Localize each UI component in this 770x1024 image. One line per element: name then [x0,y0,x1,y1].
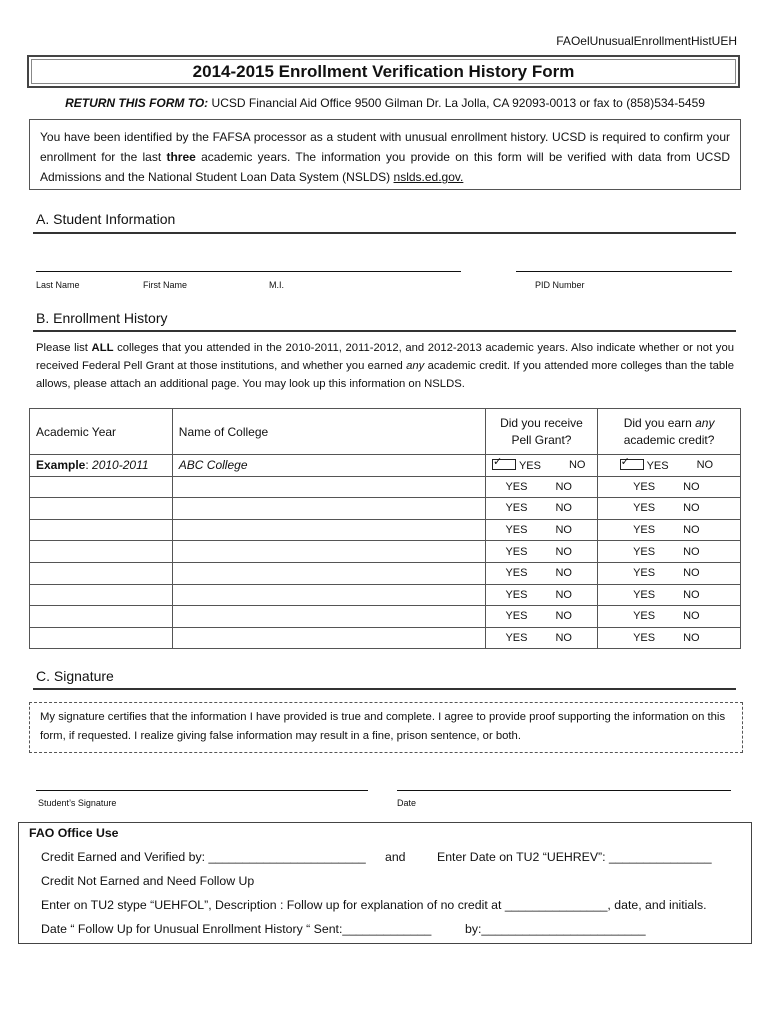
year-cell[interactable] [30,627,173,649]
header-pell-2: Pell Grant? [511,432,572,447]
pell-yes[interactable]: YES [505,524,528,537]
example-college-value: ABC College [178,458,248,473]
pell-no[interactable]: NO [555,524,572,537]
instr-bold: ALL [91,342,114,354]
intro-bold: three [166,150,196,164]
pell-cell [485,606,597,628]
pell-yes[interactable]: YES [505,545,528,558]
example-row [30,455,741,477]
credit-cell [598,476,741,498]
table-row [30,519,741,541]
table-header-row [30,409,741,455]
credit-yes[interactable]: YES [633,588,656,601]
section-a-rule [33,232,736,234]
header-credit-2: academic credit? [623,432,715,447]
credit-yes[interactable]: YES [633,502,656,515]
fao-followup-by: by:________________________ [465,922,646,936]
yes-label: YES [518,459,541,472]
table-row [30,541,741,563]
section-a-heading: A. Student Information [36,211,176,227]
checked-box-icon [620,459,644,470]
form-code: FAOelUnusualEnrollmentHistUEH [556,34,737,48]
section-c-heading: C. Signature [36,668,114,684]
fao-and: and [385,850,406,864]
credit-no[interactable]: NO [683,480,700,493]
no-label: NO [696,458,714,471]
credit-cell [598,584,741,606]
college-cell[interactable] [172,541,485,563]
intro-box [29,119,741,190]
credit-cell [598,627,741,649]
intro-text-1: You have been identified by the FAFSA processor as a student with unusual enrollment history. UCSD is required to confirm your enrollment for the last [40,130,730,164]
fao-heading: FAO Office Use [29,826,119,840]
table-row [30,627,741,649]
pell-no[interactable]: NO [555,480,572,493]
fao-credit-verified: Credit Earned and Verified by: _______________________ [41,850,366,864]
pid-label: PID Number [535,280,585,290]
credit-cell [598,498,741,520]
pell-no[interactable]: NO [555,502,572,515]
credit-no[interactable]: NO [683,524,700,537]
name-input-line[interactable] [36,271,461,272]
pell-yes[interactable]: YES [505,567,528,580]
pell-yes[interactable]: YES [505,588,528,601]
pell-cell [485,584,597,606]
checked-box-icon [492,459,516,470]
section-b-heading: B. Enrollment History [36,310,168,326]
instr-2: colleges that you attended in the 2010-2011, 2011-2012, and 2012-2013 academic years. Also indicate whether or not you received Federal Pell Grant at those institutions, and whether you earned [36,342,735,372]
signature-label: Student’s Signature [38,798,117,808]
pell-cell [485,498,597,520]
year-cell[interactable] [30,519,173,541]
section-c-rule [33,688,736,690]
credit-yes[interactable]: YES [633,610,656,623]
credit-cell [598,562,741,584]
credit-no[interactable]: NO [683,567,700,580]
credit-yes[interactable]: YES [633,632,656,645]
nslds-link[interactable]: nslds.ed.gov. [393,170,464,184]
table-row [30,476,741,498]
header-college: Name of College [172,409,485,455]
enrollment-instructions [36,339,734,393]
example-label: Example [36,458,86,473]
pell-no[interactable]: NO [555,567,572,580]
section-b-rule [33,330,736,332]
header-pell [485,409,597,455]
college-cell[interactable] [172,476,485,498]
college-cell[interactable] [172,519,485,541]
header-credit-any: any [695,415,715,430]
mi-label: M.I. [269,280,284,290]
credit-no[interactable]: NO [683,610,700,623]
fao-office-box [18,822,752,944]
table-row [30,498,741,520]
college-cell[interactable] [172,584,485,606]
return-address [0,96,770,110]
pell-cell [485,562,597,584]
header-credit-1: Did you earn [623,415,692,430]
credit-yes[interactable]: YES [633,480,656,493]
table-row [30,584,741,606]
yes-label: YES [646,459,669,472]
date-label: Date [397,798,417,808]
pell-yes[interactable]: YES [505,480,528,493]
instr-1: Please list [36,342,88,354]
year-cell[interactable] [30,584,173,606]
form-title: 2014-2015 Enrollment Verification History Form [27,55,740,88]
table-row [30,606,741,628]
intro-text-2: academic years. The information you provide on this form will be verified with data from UCSD Admissions and the National Student Loan Data System (NSLDS) [40,150,730,184]
pell-no[interactable]: NO [555,588,572,601]
date-line[interactable] [397,790,731,791]
pell-no[interactable]: NO [555,632,572,645]
enrollment-table [29,408,741,649]
credit-cell [598,606,741,628]
credit-yes[interactable]: YES [633,567,656,580]
pell-cell [485,541,597,563]
credit-no[interactable]: NO [683,545,700,558]
college-cell[interactable] [172,627,485,649]
fao-not-earned: Credit Not Earned and Need Follow Up [41,874,255,888]
example-pell [485,455,597,477]
instr-italic: any [406,360,425,372]
credit-no[interactable]: NO [683,632,700,645]
header-academic-year: Academic Year [30,409,173,455]
college-cell[interactable] [172,498,485,520]
no-label: NO [568,458,586,471]
header-credit [598,409,741,455]
year-cell[interactable] [30,476,173,498]
year-cell[interactable] [30,498,173,520]
fao-uehfol: Enter on TU2 stype “UEHFOL”, Description : Follow up for explanation of no credit at _______________, date, and initials. [41,898,707,912]
pell-yes[interactable]: YES [505,610,528,623]
return-label: RETURN THIS FORM TO: [65,96,209,110]
example-college [172,455,485,477]
table-row [30,562,741,584]
credit-yes[interactable]: YES [633,524,656,537]
instr-3: academic credit. If you attended more colleges than the table allows, please attach an additional page. You may look up this information on NSLDS. [36,360,735,390]
year-cell[interactable] [30,541,173,563]
pell-no[interactable]: NO [555,545,572,558]
example-year: Example: 2010-2011 [30,455,173,477]
credit-cell [598,541,741,563]
fao-uehrev: Enter Date on TU2 “UEHREV”: _______________ [437,850,712,864]
example-credit [598,455,741,477]
year-cell[interactable] [30,562,173,584]
example-year-value: 2010-2011 [92,458,149,473]
college-cell[interactable] [172,562,485,584]
pell-cell [485,519,597,541]
pid-input-line[interactable] [516,271,732,272]
credit-cell [598,519,741,541]
blank-rows [30,476,741,649]
last-name-label: Last Name [36,280,80,290]
year-cell[interactable] [30,606,173,628]
header-pell-1: Did you receive [500,415,583,430]
pell-cell [485,476,597,498]
pell-no[interactable]: NO [555,610,572,623]
credit-no[interactable]: NO [683,588,700,601]
pell-yes[interactable]: YES [505,632,528,645]
fao-followup-sent: Date “ Follow Up for Unusual Enrollment History “ Sent:_____________ [41,922,432,936]
credit-yes[interactable]: YES [633,545,656,558]
first-name-label: First Name [143,280,188,290]
signature-statement: My signature certifies that the information I have provided is true and complete. I agree to provide proof supporting the information on this form, if requested. I realize giving false information may result in a fine, prison sentence, or both. [29,702,743,753]
pell-cell [485,627,597,649]
pell-yes[interactable]: YES [505,502,528,515]
college-cell[interactable] [172,606,485,628]
return-address-text: UCSD Financial Aid Office 9500 Gilman Dr. La Jolla, CA 92093-0013 or fax to (858)534-5459 [211,96,705,110]
signature-line[interactable] [36,790,368,791]
credit-no[interactable]: NO [683,502,700,515]
